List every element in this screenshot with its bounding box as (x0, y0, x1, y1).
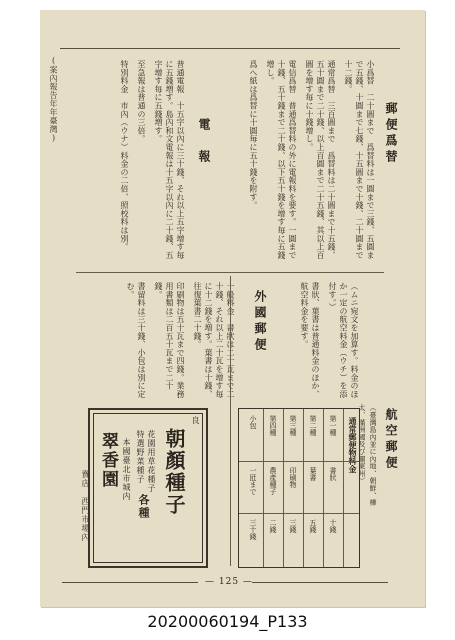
table-cell: 第四種 (269, 415, 277, 436)
column-divider (230, 276, 231, 566)
postal-body (249, 60, 376, 265)
table-cell: 第一種 (329, 415, 337, 436)
postal-paragraph: 小爲替 二十圓まで 爲替料は一圓まで三錢、五圓まで五錢、十圓まで七錢、十五圓まで十錢、二十圓まで十二錢。 (344, 60, 375, 260)
table-cell: 五錢 (309, 519, 317, 533)
airmail-heading: 航空郵便 (384, 408, 398, 472)
foreign-paragraph: 印刷物は五十瓦まで四錢。業務用書類は二百五十瓦まで二十錢。 (154, 282, 185, 399)
table-cell: 十錢 (329, 519, 337, 533)
table-cell: 小包 (249, 415, 257, 429)
footer-rule-left (62, 582, 198, 583)
rate-table-title: 通常郵便物料金 (348, 417, 358, 473)
top-rule (60, 48, 400, 49)
table-cell: 書狀 (329, 467, 337, 481)
page-number: — 125 — (205, 577, 253, 587)
table-cell: 第三種 (289, 415, 297, 436)
table-cell: 葉書 (309, 467, 317, 481)
postal-paragraph: 通常爲替 三百圓まで 爲替料は二十圓まで十五錢、五十圓まで二十錢、以上百圓まで二十五錢、其以上百圓を增す毎に十錢增し。 (305, 60, 336, 260)
airmail-subheading: （臺灣島內並に內地、朝鮮、樺太、滿洲國及び關東州） (358, 404, 377, 507)
advert-line2: 特選野菜種子 (136, 430, 145, 484)
postal-heading: 郵便爲替 (384, 102, 398, 166)
table-cell: 三十錢 (249, 519, 257, 540)
table-cell: 一瓩まで (249, 467, 257, 495)
table-cell: 印刷物 (289, 467, 297, 488)
running-header: (案內報告年年臺灣) (49, 56, 58, 143)
airmail-body (290, 282, 360, 402)
archive-caption: 20200060194_P133 (147, 612, 308, 631)
foreign-body (86, 282, 236, 400)
telegram-paragraph: 普通電報 十五字以內に三十錢、それ以上五字增す毎に五錢増す。島內和文電報は十五字以內に二十錢、五字增す每に五錢増す。 (154, 60, 185, 260)
advert-brand: 朝顏種子 (162, 428, 186, 516)
table-cell: 第二種 (309, 415, 317, 436)
telegram-body (86, 60, 186, 265)
foreign-heading: 外國郵便 (253, 290, 267, 354)
rate-table (238, 408, 360, 568)
airmail-paragraph: 書狀、葉書は普通料金のほか、航空料金を要す。 (300, 282, 320, 399)
telegram-paragraph: 至急報は普通の三倍。 (137, 60, 146, 143)
seed-advert (81, 408, 208, 568)
advert-line1: 花園用草花種子 (147, 430, 156, 493)
postal-paragraph: 電信爲替 普通爲替料の外に電報料を要す。一圓まで十錢、五十錢まで二十錢、以下五十錢を增す毎に五錢增し。 (266, 60, 297, 260)
table-cell: 農產種子 (269, 467, 277, 495)
advert-suffix: 各種 (137, 494, 150, 520)
footer-rule-right (252, 582, 388, 583)
airmail-paragraph: （ムニ宛文を加算す。料金のほか一定の航空料金（ウチ）を添付す。） (328, 282, 359, 399)
foreign-paragraph: 書留料は三十錢、小包は別に定む。 (126, 282, 146, 399)
advert-sub: 賣店 西門市場內 (81, 470, 90, 542)
table-cell: 三錢 (289, 519, 297, 533)
foreign-paragraph: 一般料金 書狀は二十瓦まで二十錢、それ以上二十瓦を增す毎に十二錢を増す。葉書は十錢、往復葉書二十錢。 (193, 282, 235, 399)
advert-label: 良 (191, 416, 200, 425)
telegram-heading: 電 報 (197, 118, 211, 166)
advert-address: 本國臺北市城内 (122, 438, 131, 501)
telegram-paragraph: 特別料金 市內（ウナ）料金の二倍、照校料は別。 (120, 60, 129, 251)
horizontal-divider (76, 272, 384, 273)
advert-shop: 翠香園 (98, 432, 118, 489)
postal-paragraph: 爲へ紙は爲替に十圓毎に五十錢を附す。 (249, 60, 258, 210)
table-cell: 二錢 (269, 519, 277, 533)
